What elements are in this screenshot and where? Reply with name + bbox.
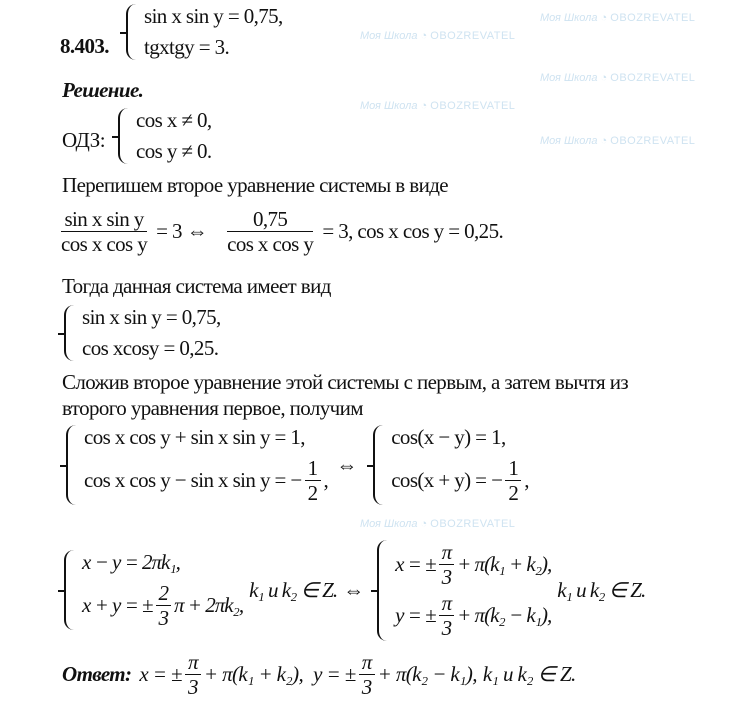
equation: cos x cos y + sin x sin y = 1, <box>84 425 305 449</box>
watermark: Моя Школа ◔ OBOZREVATEL <box>540 12 696 24</box>
fraction: $\frac{\pi}{3}$ <box>185 650 201 699</box>
equation: cos x cos y − sin x sin y = − $\frac{1}{2}$ , <box>84 456 329 506</box>
equation: tgxtgy = 3. <box>144 35 230 59</box>
brace-icon <box>377 540 391 641</box>
equation: x + y = ± $\frac{2}{3}$ π + 2πk₂, <box>82 581 244 631</box>
paragraph: Перепишем второе уравнение системы в виде <box>62 173 449 197</box>
equation: y = ± $\frac{\pi}{3}$ + π(k₂ − k₁), <box>395 591 552 641</box>
fraction: $\frac{0,75}{\text{cos x cos y}}$ <box>227 207 314 257</box>
integer-condition: k₁ и k₂ ∈ Z. <box>482 662 576 687</box>
integer-condition: k₁ и k₂ ∈ Z. <box>557 577 646 602</box>
brace-icon <box>126 4 140 60</box>
equation: cos(x + y) = − $\frac{1}{2}$ , <box>391 456 529 506</box>
equation: cos y ≠ 0. <box>136 139 212 163</box>
equivalence-symbol: ⇔ <box>343 577 364 602</box>
integer-condition: k₁ и k₂ ∈ Z. <box>249 577 338 602</box>
brace-icon <box>64 550 78 630</box>
equivalence-symbol: ⇔ <box>336 452 358 477</box>
brace-icon <box>118 108 132 164</box>
equation: x − y = 2πk₁, <box>82 550 180 575</box>
equation: sin x sin y = 0,75, <box>144 4 283 28</box>
system-3-right <box>373 425 529 505</box>
system-4-line <box>64 540 645 641</box>
problem-number: 8.403. <box>60 34 109 58</box>
equation: cos x ≠ 0, <box>136 108 212 132</box>
system-3-line <box>66 425 529 505</box>
watermark: Моя Школа ◔ OBOZREVATEL <box>360 518 516 530</box>
problem-system <box>126 4 283 60</box>
watermark: Моя Школа ◔ OBOZREVATEL <box>360 30 516 42</box>
paragraph: второго уравнения первое, получим <box>62 396 363 420</box>
odz-system <box>118 108 212 164</box>
rewrite-equation <box>58 207 503 256</box>
equation: sin x sin y = 0,75, <box>82 305 221 329</box>
brace-icon <box>66 425 80 505</box>
answer-label: Ответ: <box>62 662 132 687</box>
watermark: Моя Школа ◔ OBOZREVATEL <box>360 100 516 112</box>
equation-part: y = ± <box>313 662 356 687</box>
equation-part: x = ± <box>139 662 182 687</box>
system-4-left <box>64 550 243 630</box>
equation-part: + π(k₁ + k₂), <box>203 662 304 687</box>
watermark: Моя Школа ◔ OBOZREVATEL <box>540 72 696 84</box>
system-4-right <box>377 540 551 641</box>
equation: cos xcosy = 0,25. <box>82 336 219 360</box>
equation: cos(x − y) = 1, <box>391 425 506 449</box>
odz-label: ОДЗ: <box>62 128 105 152</box>
equation-part: = 3 ⇔ <box>156 219 207 244</box>
brace-icon <box>373 425 387 505</box>
equation-part: + π(k₂ − k₁), <box>377 662 477 687</box>
fraction: $\frac{\text{sin x sin y}}{\text{cos x cos y}}$ <box>61 207 148 257</box>
answer <box>62 650 576 699</box>
system-3-left <box>66 425 328 505</box>
equation-part: = 3, cos x cos y = 0,25. <box>322 219 504 244</box>
fraction: $\frac{\pi}{3}$ <box>359 650 375 699</box>
paragraph: Сложив второе уравнение этой системы с первым, а затем вычтя из <box>62 370 629 394</box>
system-2 <box>64 305 221 361</box>
brace-icon <box>64 305 78 361</box>
paragraph: Тогда данная система имеет вид <box>62 274 331 298</box>
equation: x = ± $\frac{\pi}{3}$ + π(k₁ + k₂), <box>395 540 552 590</box>
solution-label: Решение. <box>62 78 144 102</box>
watermark: Моя Школа ◔ OBOZREVATEL <box>540 135 696 147</box>
